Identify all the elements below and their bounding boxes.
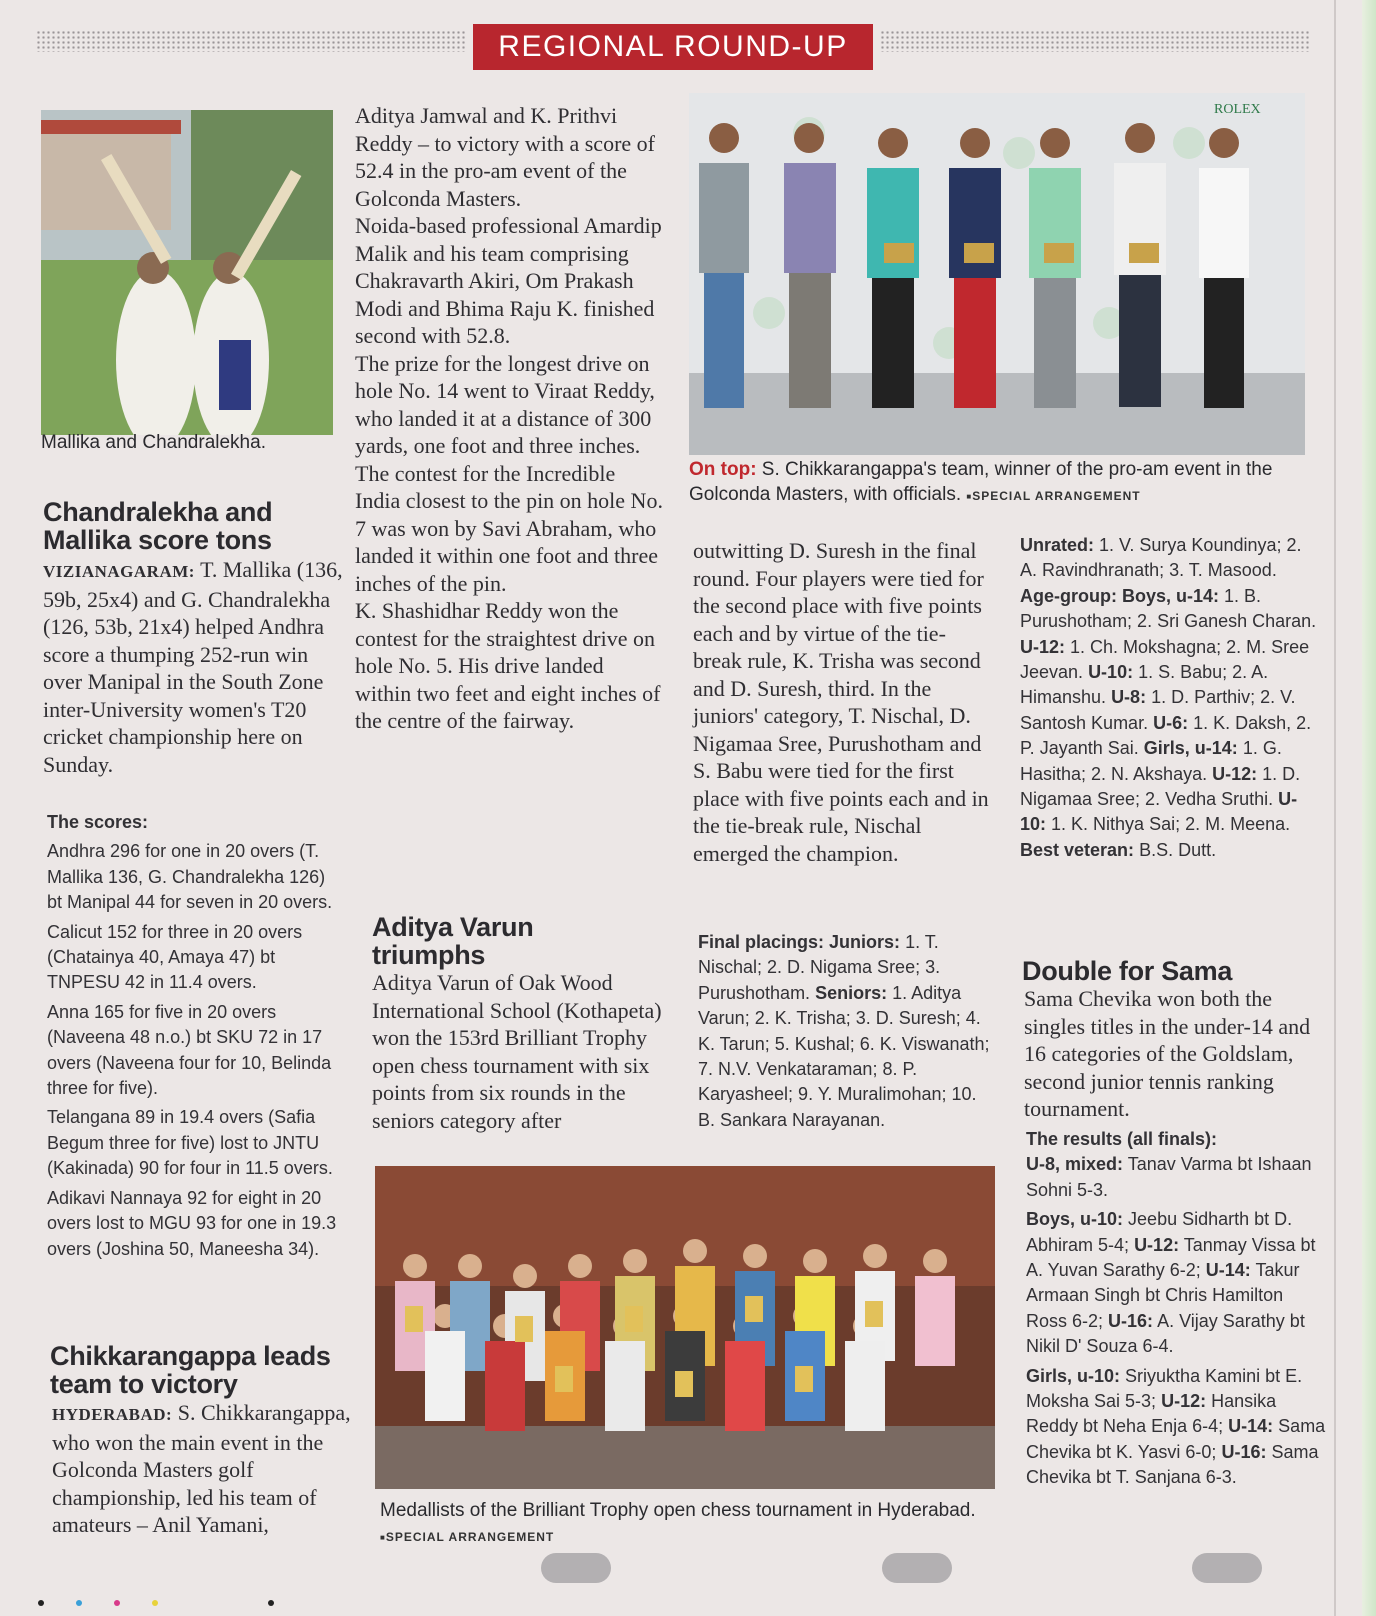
tennis-results-label: The results (all finals): — [1026, 1129, 1218, 1149]
tennis-boys-u12-result: Tanmay Vissa bt A. Yuvan Sarathy 6-2; — [1026, 1234, 1316, 1281]
bottom-scroll-marker — [1192, 1553, 1262, 1583]
boys-u6-results: 1. K. Daksh, 2. P. Jayanth Sai. — [1020, 712, 1312, 759]
chess-story-body-start: Aditya Varun of Oak Wood International School (Kothapeta) won the 153rd Brilliant Trophy open chess tournament with six points from six rounds in the seniors category after — [372, 970, 662, 1133]
boys-u12-results: 1. Ch. Mokshagna; 2. M. Sree Jeevan. — [1020, 636, 1310, 683]
tennis-girls-u16-label: U-16: — [1221, 1441, 1267, 1462]
seniors-label: Seniors: — [815, 982, 888, 1003]
tennis-results — [1026, 1127, 1326, 1491]
golf-paragraph: The prize for the longest drive on hole No. 14 went to Viraat Reddy, who landed it at a distance of 300 yards, one foot and three inches. — [355, 350, 655, 458]
golf-paragraph: Aditya Jamwal and K. Prithvi Reddy – to victory with a score of 52.4 in the pro-am event of the Golconda Masters. — [355, 103, 655, 211]
golf-dateline: HYDERABAD: — [52, 1405, 173, 1424]
tennis-girls-label: Girls, u-10: — [1026, 1365, 1121, 1386]
unrated-label: Unrated: — [1020, 535, 1095, 555]
final-placings-label: Final placings: — [698, 932, 825, 952]
boys-u8-results: 1. D. Parthiv; 2. V. Santosh Kumar. — [1020, 687, 1296, 733]
registration-dot — [152, 1600, 158, 1606]
cricket-story-body — [43, 556, 343, 778]
scores-label: The scores: — [47, 812, 149, 832]
girls-u10-results: 1. K. Nithya Sai; 2. M. Meena. — [1051, 814, 1291, 835]
tennis-boys-u16-label: U-16: — [1108, 1310, 1154, 1331]
boys-u6-label: U-6: — [1153, 712, 1189, 733]
tennis-boys-u16-result: A. Vijay Sarathy bt Nikil D' Souza 6-4. — [1026, 1310, 1305, 1357]
tennis-u8-result: Tanav Varma bt Ishaan Sohni 5-3. — [1026, 1154, 1312, 1200]
score-item: Anna 165 for five in 20 overs (Naveena 48 n.o.) bt SKU 72 in 17 overs (Naveena four for 10, Belinda three for five). — [47, 1001, 332, 1099]
page-margin — [1362, 0, 1376, 1616]
juniors-results: 1. T. Nischal; 2. D. Nigama Sree; 3. Purushotham. — [698, 932, 941, 1003]
golf-paragraph: Noida-based professional Amardip Malik and his team comprising Chakravarth Akiri, Om Prakash Modi and Bhima Raju K. finished second with 52.8. — [355, 213, 662, 348]
cricket-photo — [41, 110, 333, 435]
chess-headline: Aditya Varun triumphs — [372, 912, 534, 970]
cricket-lede: T. Mallika (136, 59b, 25x4) and G. Chandralekha (126, 53b, 21x4) helped Andhra score a thumping 252-run win over Manipal in the South Zone inter-University women's T20 cricket championship here on Sunday. — [43, 557, 343, 777]
agegroup-label: Age-group: Boys, u-14: — [1020, 585, 1220, 606]
tennis-boys-u14-result: Takur Armaan Singh bt Chris Hamilton Ross 6-2; — [1026, 1260, 1300, 1331]
chess-photo — [375, 1166, 995, 1489]
veteran-result: B.S. Dutt. — [1139, 839, 1217, 860]
boys-u12-label: U-12: — [1020, 636, 1066, 657]
chess-caption-text: Medallists of the Brilliant Trophy open chess tournament in Hyderabad. — [380, 1500, 976, 1521]
veteran-label: Best veteran: — [1020, 839, 1135, 860]
girls-u14-results: 1. G. Hasitha; 2. N. Akshaya. — [1020, 738, 1282, 784]
golf-headline: Chikkarangappa leads team to victory — [50, 1341, 331, 1399]
tennis-boys-u14-label: U-14: — [1205, 1260, 1251, 1281]
score-item: Calicut 152 for three in 20 overs (Chatainya 40, Amaya 47) bt TNPESU 42 in 11.4 overs. — [47, 921, 303, 993]
chess-story-continued: outwitting D. Suresh in the final round. Four players were tied for the second place with five points each and by virtue of the tie-break rule, K. Trisha was second and D. Suresh, third. In the juniors' category, T. Nischal, D. Nigamaa Sree, Purushotham and S. Babu were tied for the first place with five points each and in the tie-break rule, Nischal emerged the champion. — [693, 538, 989, 866]
score-item: Adikavi Nannaya 92 for eight in 20 overs lost to MGU 93 for one in 19.3 overs (Joshina 50, Maneesha 34). — [47, 1187, 337, 1259]
tennis-girls-u14-label: U-14: — [1228, 1416, 1274, 1437]
girls-u10-label: U-10: — [1020, 789, 1298, 835]
golf-paragraph: The contest for the Incredible India closest to the pin on hole No. 7 was won by Savi Abraham, who landed it within one foot and three inches of the pin. — [355, 460, 663, 596]
score-item: Telangana 89 in 19.4 overs (Safia Begum three for five) lost to JNTU (Kakinada) 90 for four in 11.5 overs. — [47, 1107, 333, 1179]
tennis-boys-u12-label: U-12: — [1134, 1234, 1180, 1255]
golf-board-brand: ROLEX — [1214, 102, 1261, 117]
tennis-boys-label: Boys, u-10: — [1026, 1209, 1124, 1230]
boys-u10-results: 1. S. Babu; 2. A. Himanshu. — [1020, 662, 1269, 708]
page-fold-line — [1334, 0, 1336, 1616]
registration-dot — [38, 1600, 44, 1606]
unrated-results: 1. V. Surya Koundinya; 2. A. Ravindhranath; 3. T. Masood. — [1020, 535, 1302, 581]
registration-dot — [268, 1600, 274, 1606]
chess-placings — [698, 930, 998, 1133]
golf-story-body-start — [52, 1399, 352, 1539]
cricket-scores — [47, 810, 345, 1262]
golf-paragraph: K. Shashidhar Reddy won the contest for the straightest drive on hole No. 5. His drive landed within two feet and eight inches of the centre of the fairway. — [355, 598, 661, 733]
golf-caption-text: S. Chikkarangappa's team, winner of the pro-am event in the Golconda Masters, with officials. — [689, 459, 1273, 505]
juniors-label: Juniors: — [829, 932, 901, 952]
score-item: Andhra 296 for one in 20 overs (T. Mallika 136, G. Chandralekha 126) bt Manipal 44 for seven in 20 overs. — [47, 841, 333, 913]
section-banner: REGIONAL ROUND-UP — [473, 24, 873, 70]
header-dot-rule-right — [880, 30, 1310, 52]
tennis-girls-u12-result: Hansika Reddy bt Neha Enja 6-4; — [1026, 1391, 1277, 1437]
cricket-headline: Chandralekha and Mallika score tons — [43, 497, 273, 555]
girls-u14-label: Girls, u-14: — [1143, 738, 1238, 759]
bottom-scroll-marker — [541, 1553, 611, 1583]
tennis-girls-u10-result: Sriyuktha Kamini bt E. Moksha Sai 5-3; — [1026, 1365, 1303, 1412]
tennis-headline: Double for Sama — [1022, 956, 1233, 986]
girls-u12-results: 1. D. Nigamaa Sree; 2. Vedha Sruthi. — [1020, 763, 1301, 810]
cricket-dateline: VIZIANAGARAM: — [43, 562, 195, 581]
golf-lede: S. Chikkarangappa, who won the main event in the Golconda Masters golf championship, led his team of amateurs – Anil Yamani, — [52, 1400, 351, 1537]
golf-caption-lead: On top: — [689, 459, 757, 480]
golf-photo — [689, 93, 1305, 455]
golf-photo-caption — [689, 457, 1319, 509]
registration-dot — [76, 1600, 82, 1606]
girls-u12-label: U-12: — [1212, 763, 1258, 784]
chess-agegroup-results — [1020, 533, 1320, 863]
boys-u14-results: 1. B. Purushotham; 2. Sri Ganesh Charan. — [1020, 585, 1317, 632]
golf-photo-credit: ■ SPECIAL ARRANGEMENT — [966, 489, 1140, 503]
tennis-u8-label: U-8, mixed: — [1026, 1154, 1124, 1175]
chess-photo-credit: ■ SPECIAL ARRANGEMENT — [380, 1530, 554, 1544]
seniors-results: 1. Aditya Varun; 2. K. Trisha; 3. D. Suresh; 4. K. Tarun; 5. Kushal; 6. K. Viswanath; 7. N.V. Venkataraman; 8. P. Karyasheel; 9. Y. Muralimohan; 10. B. Sankara Narayanan. — [698, 982, 990, 1130]
chess-photo-caption — [380, 1498, 1000, 1550]
tennis-story-body: Sama Chevika won both the singles titles in the under-14 and 16 categories of the Goldslam, second junior tennis ranking tournament. — [1024, 986, 1311, 1121]
boys-u10-label: U-10: — [1088, 662, 1134, 683]
header-dot-rule-left — [36, 30, 466, 52]
tennis-girls-u14-result: Sama Chevika bt K. Yasvi 6-0; — [1026, 1416, 1326, 1462]
golf-story-continued — [355, 102, 665, 735]
registration-dot — [114, 1600, 120, 1606]
tennis-girls-u16-result: Sama Chevika bt T. Sanjana 6-3. — [1026, 1441, 1319, 1488]
tennis-boys-u10-result: Jeebu Sidharth bt D. Abhiram 5-4; — [1026, 1209, 1293, 1255]
tennis-girls-u12-label: U-12: — [1161, 1391, 1207, 1412]
bottom-scroll-marker — [882, 1553, 952, 1583]
boys-u8-label: U-8: — [1111, 687, 1147, 708]
cricket-photo-caption: Mallika and Chandralekha. — [41, 432, 266, 453]
